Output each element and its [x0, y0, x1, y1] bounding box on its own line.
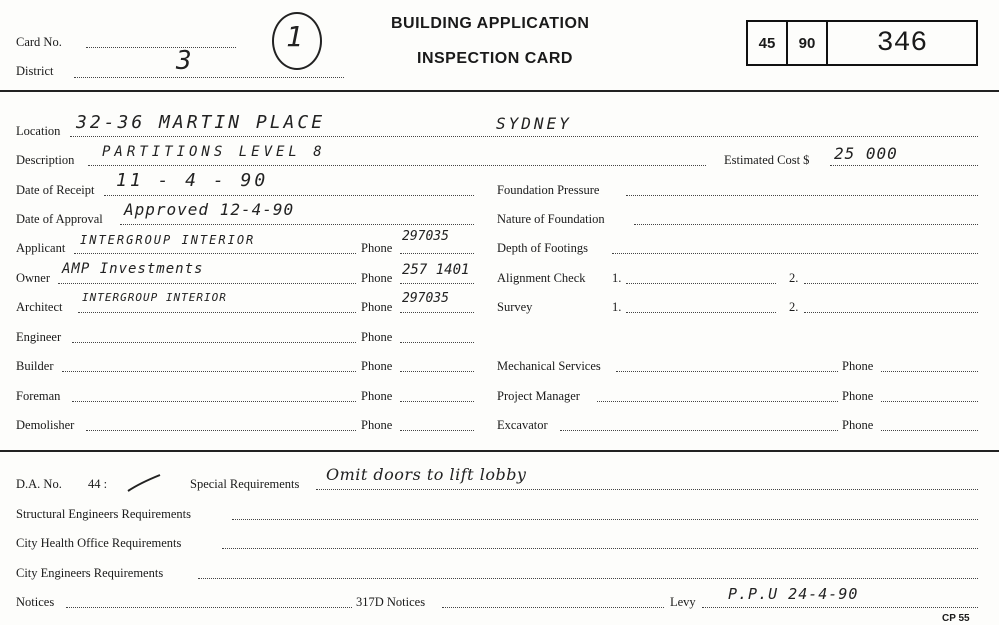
applicant-phone-label: Phone	[361, 241, 393, 255]
levy-line	[702, 607, 978, 608]
demolisher-label: Demolisher	[16, 418, 75, 432]
description-line	[88, 165, 706, 166]
estimated-cost-label: Estimated Cost $	[724, 153, 810, 167]
notices-label: Notices	[16, 595, 55, 609]
mechanical-phone-line	[881, 371, 978, 372]
da-no-value: 44 :	[88, 477, 108, 491]
special-req-line	[316, 489, 978, 490]
estimated-cost-value: 25 000	[834, 144, 898, 163]
applicant-label: Applicant	[16, 241, 66, 255]
estimated-cost-line	[830, 165, 978, 166]
survey-line2	[804, 312, 978, 313]
depth-footings-label: Depth of Footings	[497, 241, 588, 255]
card-no-value: 1	[286, 20, 304, 53]
district-line	[74, 77, 344, 78]
foreman-label: Foreman	[16, 389, 61, 403]
ref-a: 45	[748, 22, 788, 64]
architect-value: INTERGROUP INTERIOR	[82, 291, 227, 304]
owner-value: AMP Investments	[62, 261, 204, 277]
project-manager-phone-label: Phone	[842, 389, 874, 403]
architect-phone: 297035	[402, 291, 449, 306]
notices-317d-label: 317D Notices	[356, 595, 426, 609]
survey-item2: 2.	[789, 300, 799, 314]
builder-label: Builder	[16, 359, 54, 373]
engineer-phone-line	[400, 342, 474, 343]
location-line	[70, 136, 978, 137]
survey-label: Survey	[497, 300, 533, 314]
structural-req-label: Structural Engineers Requirements	[16, 507, 191, 521]
location-value: 32-36 MARTIN PLACE	[76, 112, 326, 133]
excavator-phone-label: Phone	[842, 418, 874, 432]
engineer-phone-label: Phone	[361, 330, 393, 344]
applicant-phone-line	[400, 253, 474, 254]
ref-b: 90	[788, 22, 828, 64]
form-title-line1: BUILDING APPLICATION	[391, 15, 590, 32]
demolisher-phone-line	[400, 430, 474, 431]
owner-phone: 257 1401	[402, 262, 470, 278]
owner-phone-label: Phone	[361, 271, 393, 285]
alignment-check-label: Alignment Check	[497, 271, 586, 285]
builder-phone-label: Phone	[361, 359, 393, 373]
builder-phone-line	[400, 371, 474, 372]
builder-line	[62, 371, 356, 372]
district-value: 3	[176, 46, 193, 76]
location-label: Location	[16, 124, 61, 138]
project-manager-label: Project Manager	[497, 389, 580, 403]
section-rule	[0, 450, 999, 452]
alignment-line2	[804, 283, 978, 284]
project-manager-line	[597, 401, 838, 402]
alignment-item1: 1.	[612, 271, 622, 285]
date-receipt-label: Date of Receipt	[16, 183, 95, 197]
special-req-label: Special Requirements	[190, 477, 300, 491]
date-approval-value: Approved 12-4-90	[124, 200, 295, 219]
date-receipt-line	[104, 195, 474, 196]
owner-label: Owner	[16, 271, 51, 285]
foundation-pressure-line	[626, 195, 978, 196]
excavator-line	[560, 430, 838, 431]
card-no-label: Card No.	[16, 35, 62, 49]
form-title-line2: INSPECTION CARD	[417, 50, 573, 67]
applicant-phone: 297035	[402, 229, 449, 244]
architect-phone-line	[400, 312, 474, 313]
alignment-line1	[626, 283, 776, 284]
demolisher-line	[86, 430, 356, 431]
levy-value: P.P.U 24-4-90	[728, 585, 859, 603]
notices-line	[66, 607, 352, 608]
architect-phone-label: Phone	[361, 300, 393, 314]
health-req-line	[222, 548, 978, 549]
survey-line1	[626, 312, 776, 313]
nature-foundation-label: Nature of Foundation	[497, 212, 605, 226]
health-req-label: City Health Office Requirements	[16, 536, 182, 550]
district-label: District	[16, 64, 54, 78]
project-manager-phone-line	[881, 401, 978, 402]
applicant-line	[74, 253, 356, 254]
special-req-value: Omit doors to lift lobby	[326, 465, 527, 484]
applicant-value: INTERGROUP INTERIOR	[80, 233, 256, 247]
form-code: CP 55	[942, 613, 970, 624]
nature-foundation-line	[634, 224, 978, 225]
description-label: Description	[16, 153, 75, 167]
mechanical-line	[616, 371, 838, 372]
header-rule	[0, 90, 999, 92]
alignment-item2: 2.	[789, 271, 799, 285]
date-approval-label: Date of Approval	[16, 212, 103, 226]
owner-phone-line	[400, 283, 474, 284]
reference-box	[746, 20, 978, 66]
mechanical-label: Mechanical Services	[497, 359, 601, 373]
foundation-pressure-label: Foundation Pressure	[497, 183, 600, 197]
owner-line	[58, 283, 356, 284]
da-tick-mark	[126, 471, 162, 495]
structural-req-line	[232, 519, 978, 520]
foreman-phone-label: Phone	[361, 389, 393, 403]
city-eng-req-line	[198, 578, 978, 579]
survey-item1: 1.	[612, 300, 622, 314]
foreman-line	[72, 401, 356, 402]
city-eng-req-label: City Engineers Requirements	[16, 566, 164, 580]
foreman-phone-line	[400, 401, 474, 402]
mechanical-phone-label: Phone	[842, 359, 874, 373]
location-city: SYDNEY	[496, 114, 572, 133]
description-value: PARTITIONS LEVEL 8	[102, 144, 326, 160]
date-approval-line	[120, 224, 474, 225]
excavator-phone-line	[881, 430, 978, 431]
card-no-line	[86, 47, 236, 48]
architect-label: Architect	[16, 300, 63, 314]
engineer-label: Engineer	[16, 330, 62, 344]
architect-line	[78, 312, 356, 313]
notices-317d-line	[442, 607, 664, 608]
excavator-label: Excavator	[497, 418, 548, 432]
demolisher-phone-label: Phone	[361, 418, 393, 432]
da-no-label: D.A. No.	[16, 477, 62, 491]
levy-label: Levy	[670, 595, 696, 609]
engineer-line	[72, 342, 356, 343]
ref-number: 346	[876, 27, 928, 59]
date-receipt-value: 11 - 4 - 90	[116, 170, 269, 191]
depth-footings-line	[612, 253, 978, 254]
